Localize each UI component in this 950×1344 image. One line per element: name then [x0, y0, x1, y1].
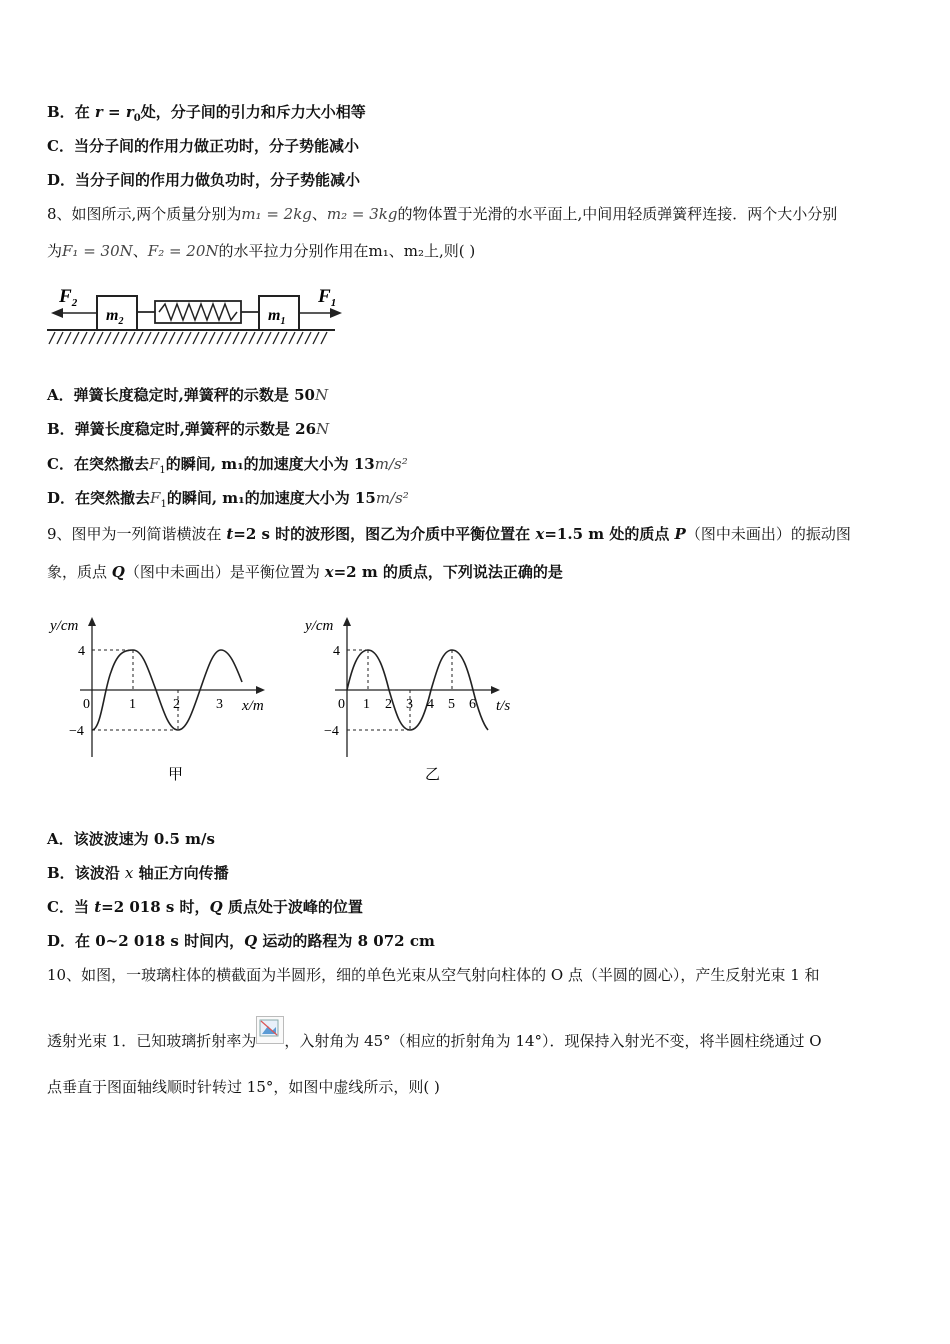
q8-option-c: C．在突然撤去$F_1$的瞬间, m₁的加速度大小为 13m/s²: [47, 455, 408, 476]
yi-ylabel: y/cm: [305, 618, 334, 634]
q10-stem-line3: 点垂直于图面轴线顺时针转过 15°，如图中虚线所示，则( ): [47, 1078, 440, 1096]
yi-tick-3: 3: [406, 697, 413, 712]
q9-stem-line2: 象，质点 Q（图中未画出）是平衡位置为 x=2 m 的质点，下列说法正确的是: [47, 563, 563, 581]
q9-graph-jia: [45, 612, 285, 792]
yi-tick-1: 1: [363, 697, 370, 712]
q9-option-b: B．该波沿 x 轴正方向传播: [47, 864, 229, 882]
q10-stem-line2: 透射光束 1．已知玻璃折射率为 ，入射角为 45°（相应的折射角为 14°）．现保持入射光不变，将半圆柱绕通过 O: [47, 1028, 822, 1056]
q8-stem-line2: 为F₁ = 30N、F₂ = 20N的水平拉力分别作用在m₁、m₂上,则( ): [47, 242, 476, 260]
q8-option-d: D．在突然撤去$F_1$的瞬间, m₁的加速度大小为 15m/s²: [47, 489, 409, 510]
q9-option-d: D．在 0~2 018 s 时间内，Q 运动的路程为 8 072 cm: [47, 932, 435, 950]
q8-stem-line1: 8、如图所示,两个质量分别为m₁ = 2kg、m₂ = 3kg的物体置于光滑的水平面上,中间用轻质弹簧秤连接．两个大小分别: [47, 205, 838, 223]
yi-tick-4: 4: [427, 697, 434, 712]
jia-ymin: −4: [69, 724, 84, 739]
q9-graph-yi: [300, 612, 530, 792]
label-m2: $m_2$: [106, 307, 124, 327]
yi-tick-2: 2: [385, 697, 392, 712]
yi-ymin: −4: [324, 724, 339, 739]
q7-option-d: D．当分子间的作用力做负功时，分子势能减小: [47, 171, 361, 189]
q8-spring-figure: [45, 280, 345, 348]
q9-stem-line1: 9、图甲为一列简谐横波在 t=2 s 时的波形图，图乙为介质中平衡位置在 x=1.5 m 处的质点 P（图中未画出）的振动图: [47, 525, 851, 543]
q9-option-a: A．该波波速为 0.5 m/s: [47, 830, 215, 848]
jia-tick-1: 1: [129, 697, 136, 712]
yi-tick-0: 0: [338, 697, 345, 712]
yi-caption: 乙: [425, 767, 441, 783]
yi-ymax: 4: [333, 644, 340, 659]
jia-tick-2: 2: [173, 697, 180, 712]
jia-xlabel: x/m: [242, 698, 264, 714]
yi-tick-6: 6: [469, 697, 476, 712]
yi-xlabel: t/s: [496, 698, 511, 714]
q10-stem-line1: 10、如图，一玻璃柱体的横截面为半圆形，细的单色光束从空气射向柱体的 O 点（半圆的圆心），产生反射光束 1 和: [47, 966, 820, 984]
jia-caption: 甲: [168, 767, 184, 783]
jia-tick-3: 3: [216, 697, 223, 712]
label-f1: $F_1$: [318, 286, 337, 309]
q9-option-c: C．当 t=2 018 s 时，Q 质点处于波峰的位置: [47, 898, 363, 916]
jia-ymax: 4: [78, 644, 85, 659]
yi-tick-5: 5: [448, 697, 455, 712]
q8-option-b: B．弹簧长度稳定时,弹簧秤的示数是 26N: [47, 420, 330, 438]
label-m1: $m_1$: [268, 307, 286, 327]
broken-image-icon: [256, 1016, 284, 1044]
arrow-f1: [330, 308, 342, 318]
jia-tick-0: 0: [83, 697, 90, 712]
q8-option-a: A．弹簧长度稳定时,弹簧秤的示数是 50N: [47, 386, 329, 404]
arrow-f2: [51, 308, 63, 318]
q7-option-c: C．当分子间的作用力做正功时，分子势能减小: [47, 137, 359, 155]
jia-ylabel: y/cm: [50, 618, 79, 634]
label-f2: $F_2$: [59, 286, 78, 309]
q7-option-b: B．在 $r = r_0$处，分子间的引力和斥力大小相等: [47, 103, 366, 124]
